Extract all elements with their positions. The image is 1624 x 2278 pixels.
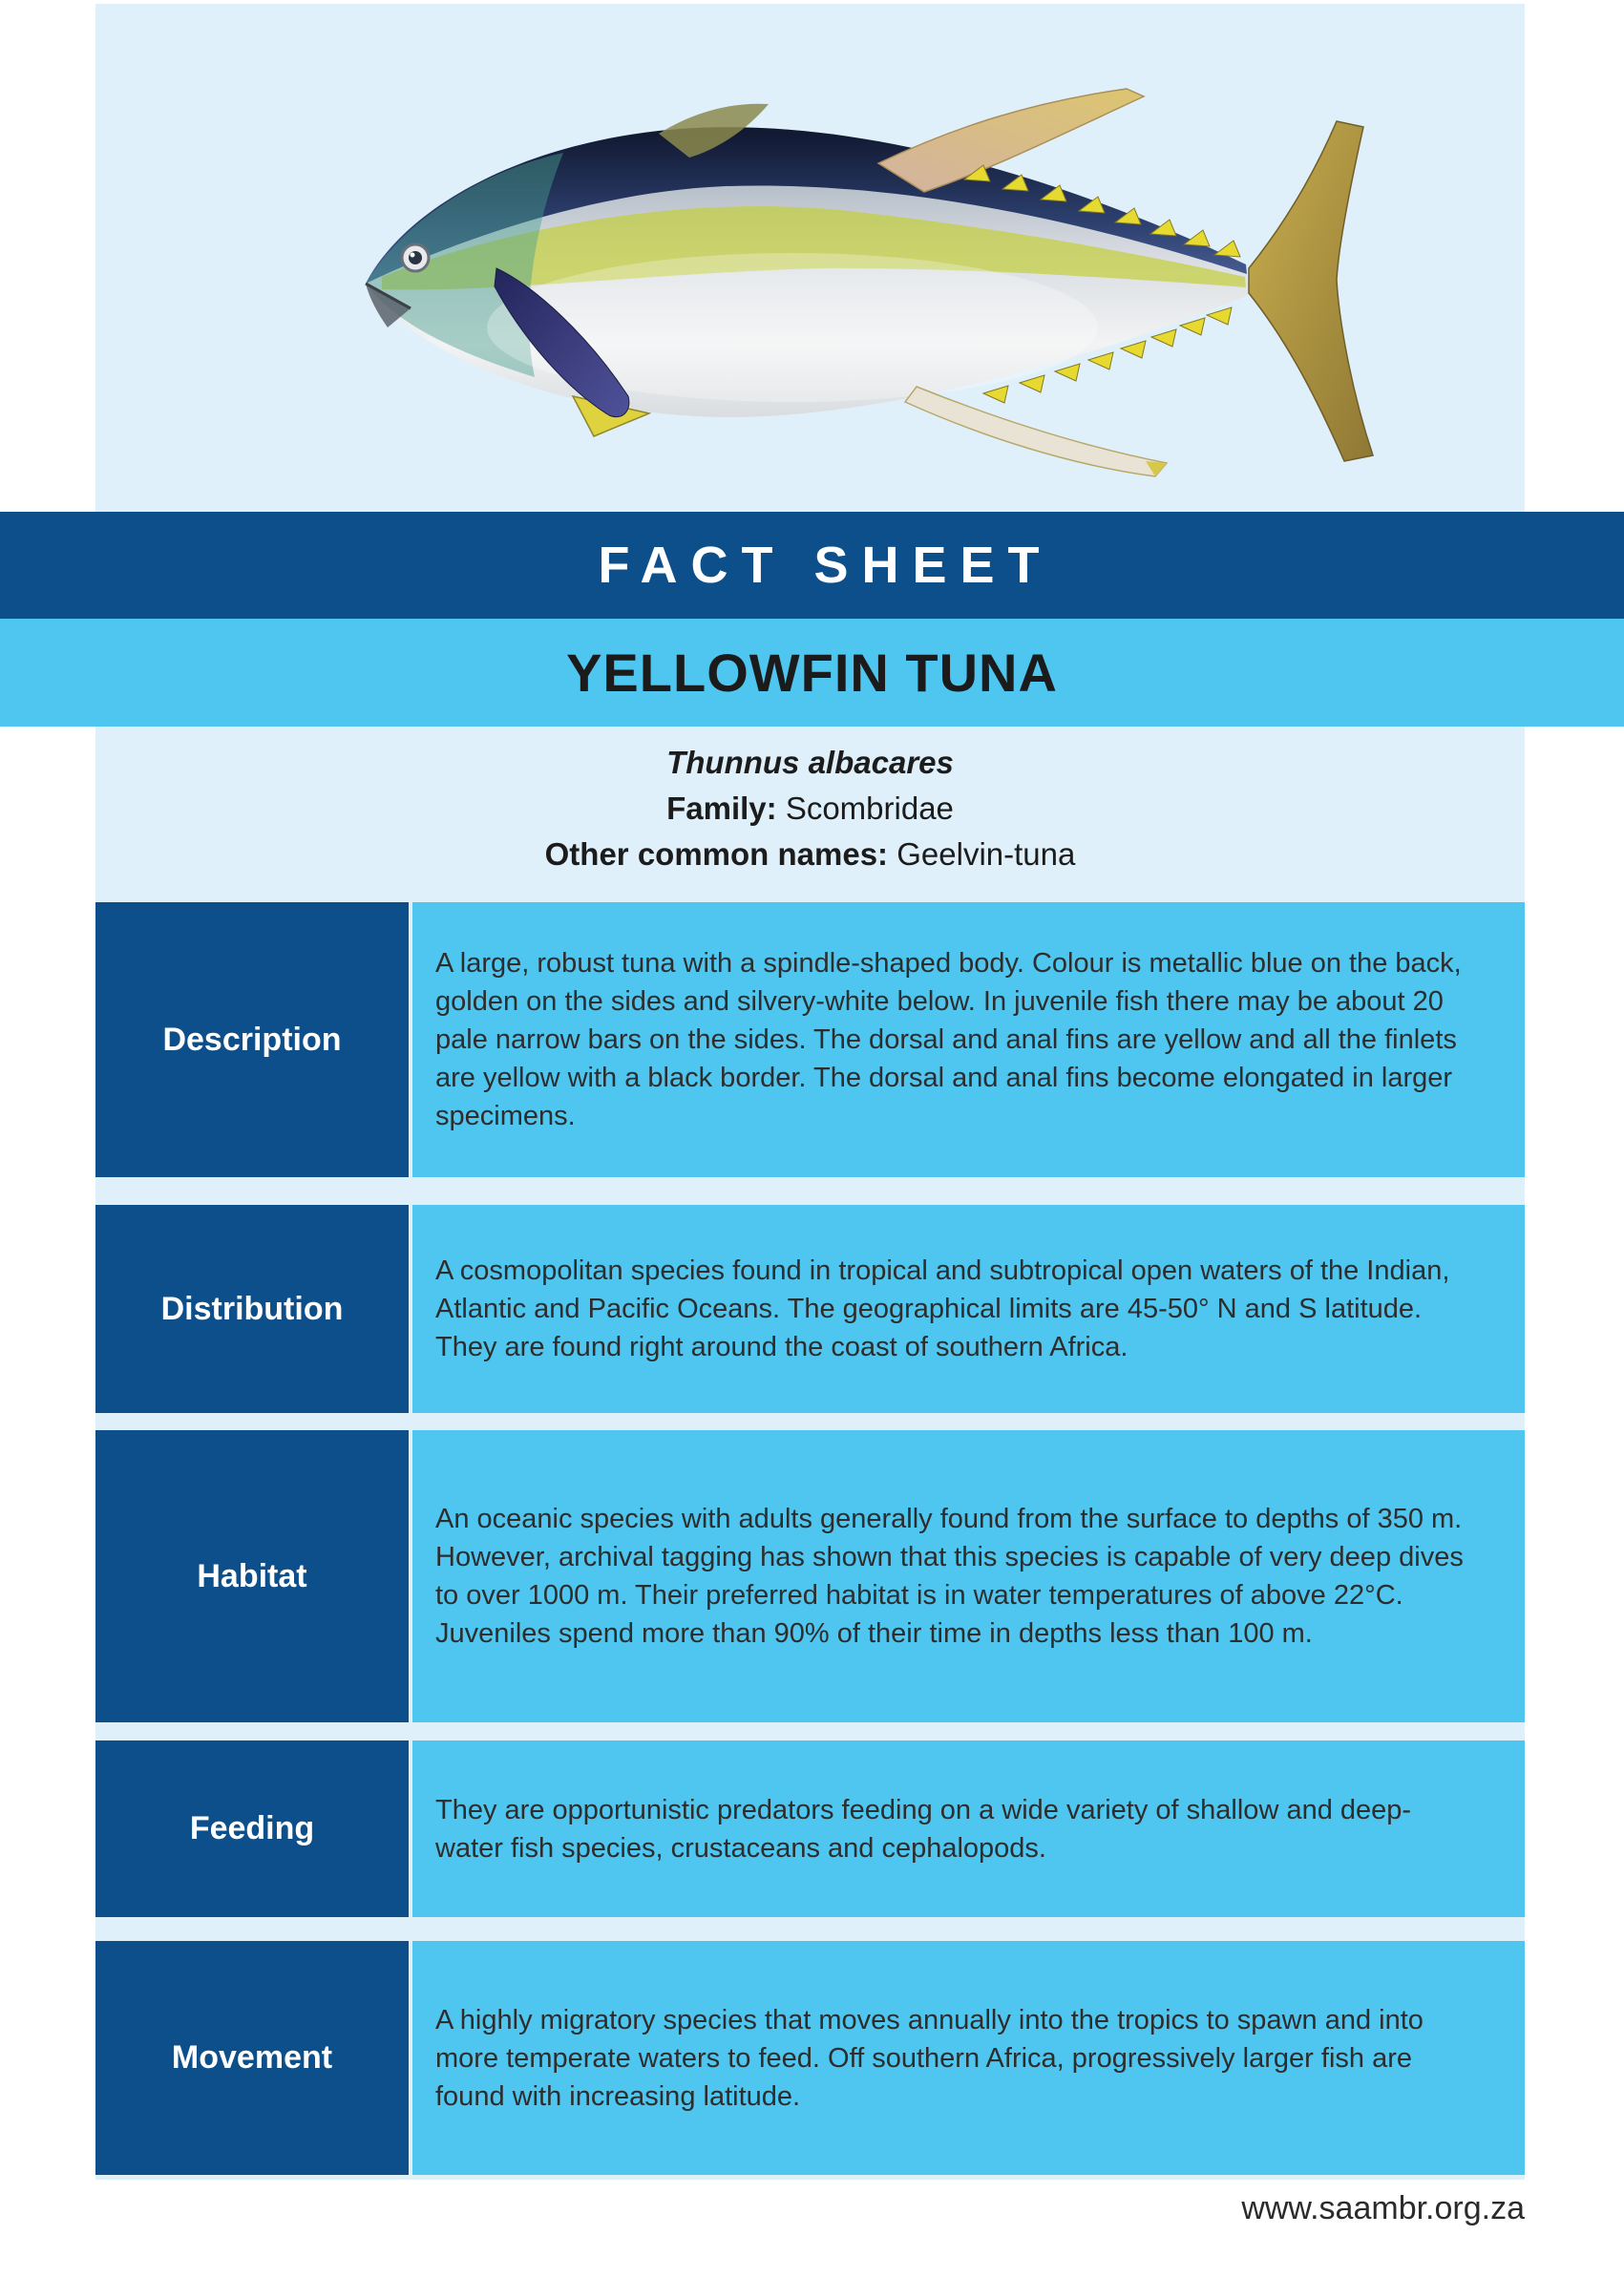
row-label: Feeding [95,1740,409,1917]
row-movement [95,1941,1525,2175]
website-url: www.saambr.org.za [1241,2190,1525,2226]
tuna-illustration [344,81,1413,492]
species-name: YELLOWFIN TUNA [566,643,1058,703]
row-label: Habitat [95,1430,409,1722]
species-banner [0,619,1624,727]
row-label: Description [95,902,409,1177]
fact-sheet-banner [0,512,1624,619]
row-text: They are opportunistic predators feeding on a wide variety of shallow and deep-water fish species, crustaceans and cephalopods. [412,1740,1525,1917]
row-distribution [95,1205,1525,1413]
tuna-illustration-svg [344,81,1413,492]
row-habitat [95,1430,1525,1722]
row-text: A highly migratory species that moves annually into the tropics to spawn and into more temperate waters to feed. Off southern Africa, progressively larger fish are found with increasing latitude. [412,1941,1525,2175]
row-text: A large, robust tuna with a spindle-shaped body. Colour is metallic blue on the back, golden on the sides and silvery-white below. In juvenile fish there may be about 20 pale narrow bars on the sides. The dorsal and anal fins are yellow and all the finlets are yellow with a black border. The dorsal and anal fins become elongated in larger specimens. [412,902,1525,1177]
scientific-name: Thunnus albacares [666,745,954,780]
taxonomy-block [95,740,1525,877]
row-feeding [95,1740,1525,1917]
row-description [95,902,1525,1177]
common-names-line: Other common names: Geelvin-tuna [544,836,1076,872]
row-label: Movement [95,1941,409,2175]
fact-sheet-title: FACT SHEET [598,537,1053,594]
row-text: A cosmopolitan species found in tropical and subtropical open waters of the Indian, Atlantic and Pacific Oceans. The geographical limits are 45-50° N and S latitude. They are found right around the coast of southern Africa. [412,1205,1525,1413]
row-text: An oceanic species with adults generally found from the surface to depths of 350 m. However, archival tagging has shown that this species is capable of very deep dives to over 1000 m. Their preferred habitat is in water temperatures of above 22°C. Juveniles spend more than 90% of their time in depths less than 100 m. [412,1430,1525,1722]
row-label: Distribution [95,1205,409,1413]
family-line: Family: Scombridae [666,791,954,826]
